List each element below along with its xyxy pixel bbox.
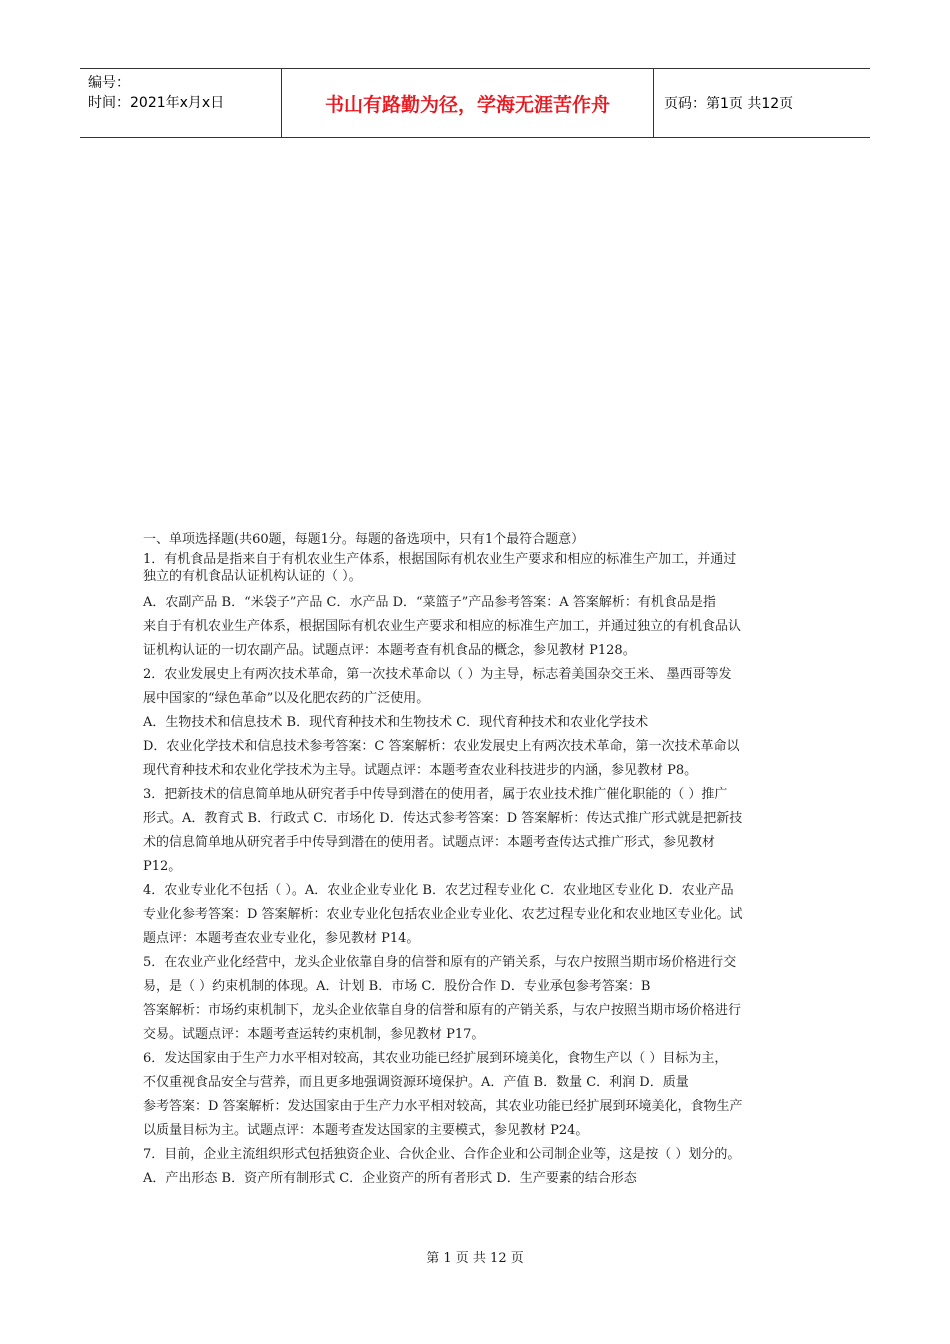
- question-7-line: A．产出形态 B．资产所有制形式 C．企业资产的所有者形式 D．生产要素的结合形态: [143, 1171, 637, 1186]
- question-3-line: 形式。A．教育式 B．行政式 C．市场化 D．传达式参考答案：D 答案解析：传达式推广形式就是把新技: [143, 811, 743, 826]
- question-5-line: 5．在农业产业化经营中，龙头企业依靠自身的信誉和原有的产销关系，与农户按照当期市场价格进行交: [143, 955, 737, 970]
- document-number-label: 编号：: [88, 75, 130, 91]
- question-1-line: 1．有机食品是指来自于有机农业生产体系，根据国际有机农业生产要求和相应的标准生产加工，并通过: [143, 552, 737, 567]
- question-7-line: 7．目前，企业主流组织形式包括独资企业、合伙企业、合作企业和公司制企业等，这是按（ ）划分的。: [143, 1147, 741, 1162]
- question-6-line: 6．发达国家由于生产力水平相对较高，其农业功能已经扩展到环境美化，食物生产以（ ）目标为主，: [143, 1051, 728, 1066]
- header-left-cell: [80, 69, 282, 137]
- question-1-line: 来自于有机农业生产体系，根据国际有机农业生产要求和相应的标准生产加工，并通过独立的有机食品认: [143, 619, 742, 634]
- question-1-line: 独立的有机食品认证机构认证的（ ）。: [143, 569, 362, 584]
- question-2-line: 2．农业发展史上有两次技术革命，第一次技术革命以（ ）为主导，标志着美国杂交王米、 墨西哥等发: [143, 667, 732, 682]
- document-body: [143, 531, 811, 1191]
- question-5-line: 易，是（ ）约束机制的体现。A．计划 B．市场 C．股份合作 D．专业承包参考答案：B: [143, 979, 651, 994]
- question-4-line: 4．农业专业化不包括（ ）。A．农业企业专业化 B．农艺过程专业化 C．农业地区专业化 D．农业产品: [143, 883, 734, 898]
- header-motto-cell: [282, 69, 654, 137]
- question-5-line: 交易。试题点评：本题考查运转约束机制，参见教材 P17。: [143, 1027, 485, 1042]
- question-1-line: A．农副产品 B．“米袋子”产品 C．水产品 D．“菜篮子”产品参考答案：A 答案解析：有机食品是指: [143, 595, 716, 610]
- question-2-line: 展中国家的“绿色革命”以及化肥农药的广泛使用。: [143, 691, 430, 706]
- header-page-cell: [654, 69, 870, 137]
- question-3-line: 术的信息简单地从研究者手中传导到潜在的使用者。试题点评：本题考查传达式推广形式，参见教材: [143, 835, 716, 850]
- question-3-line: 3．把新技术的信息简单地从研究者手中传导到潜在的使用者，属于农业技术推广催化职能的（ ）推广: [143, 787, 728, 802]
- header-motto: 书山有路勤为径，学海无涯苦作舟: [324, 93, 610, 116]
- page-header: [80, 68, 870, 138]
- question-2-line: 现代育种技术和农业化学技术为主导。试题点评：本题考查农业科技进步的内涵，参见教材 P8。: [143, 763, 698, 778]
- question-3-line: P12。: [143, 859, 182, 874]
- question-6-line: 以质量目标为主。试题点评：本题考查发达国家的主要模式，参见教材 P24。: [143, 1123, 589, 1138]
- question-2-line: D．农业化学技术和信息技术参考答案：C 答案解析：农业发展史上有两次技术革命，第一次技术革命以: [143, 739, 740, 754]
- header-page-info: 页码：第1页 共12页: [664, 96, 794, 112]
- question-4-line: 题点评：本题考查农业专业化，参见教材 P14。: [143, 931, 420, 946]
- question-6-line: 不仅重视食品安全与营养，而且更多地强调资源环境保护。A．产值 B．数量 C．利润 D．质量: [143, 1075, 689, 1090]
- question-1-line: 证机构认证的一切农副产品。试题点评：本题考查有机食品的概念，参见教材 P128。: [143, 643, 636, 658]
- question-6-line: 参考答案：D 答案解析：发达国家由于生产力水平相对较高，其农业功能已经扩展到环境美化，食物生产: [143, 1099, 743, 1114]
- footer-page-number: 第 1 页 共 12 页: [426, 1251, 524, 1266]
- section-title: 一、单项选择题(共60题，每题1分。每题的备选项中，只有1个最符合题意）: [143, 532, 585, 547]
- document-date-label: 时间：2021年x月x日: [88, 95, 225, 111]
- question-5-line: 答案解析：市场约束机制下，龙头企业依靠自身的信誉和原有的产销关系，与农户按照当期市场价格进行: [143, 1003, 742, 1018]
- page-footer: [0, 1247, 950, 1266]
- question-4-line: 专业化参考答案：D 答案解析：农业专业化包括农业企业专业化、农艺过程专业化和农业地区专业化。试: [143, 907, 743, 922]
- question-2-line: A．生物技术和信息技术 B．现代育种技术和生物技术 C．现代育种技术和农业化学技术: [143, 715, 649, 730]
